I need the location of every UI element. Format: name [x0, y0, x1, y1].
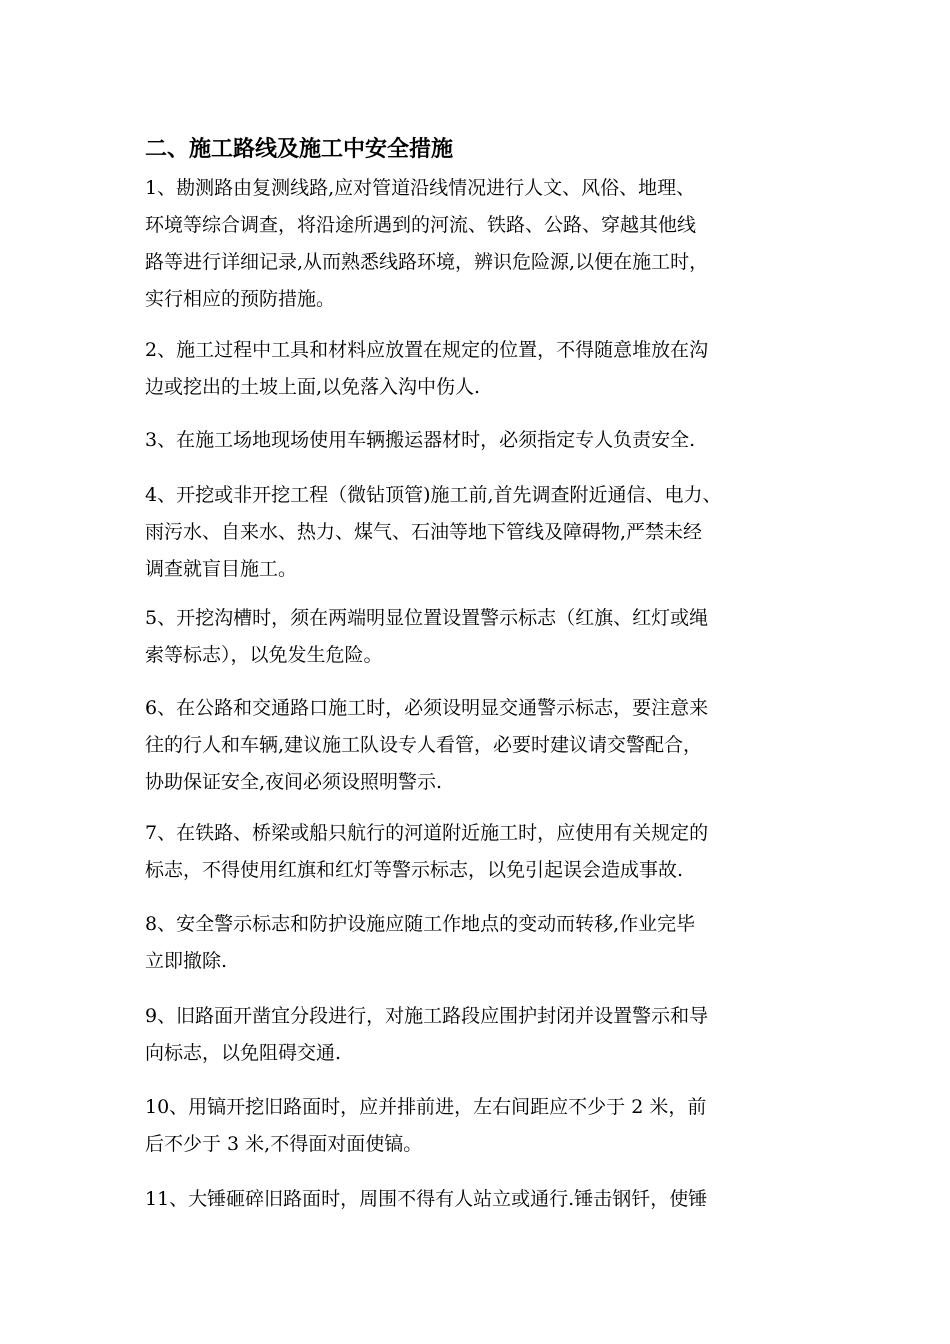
paragraph-line: 11、大锤砸碎旧路面时，周围不得有人站立或通行.锤击钢钎，使锤 [145, 1188, 708, 1210]
paragraph-line: 实行相应的预防措施。 [145, 288, 336, 310]
paragraph-line: 协助保证安全,夜间必须设照明警示. [145, 771, 443, 793]
paragraph-line: 5、开挖沟槽时，须在两端明显位置设置警示标志（红旗、红灯或绳 [145, 607, 709, 629]
paragraph-5 [145, 600, 825, 674]
paragraph-line: 7、在铁路、桥梁或船只航行的河道附近施工时，应使用有关规定的 [145, 822, 709, 844]
paragraph-line: 1、勘测路由复测线路,应对管道沿线情况进行人文、风俗、地理、 [145, 177, 696, 199]
paragraph-line: 后不少于 3 米,不得面对面使镐。 [145, 1133, 423, 1155]
paragraph-line: 往的行人和车辆,建议施工队设专人看管，必要时建议请交警配合， [145, 734, 703, 756]
section-heading: 二、施工路线及施工中安全措施 [145, 137, 454, 162]
paragraph-line: 3、在施工场地现场使用车辆搬运器材时，必须指定专人负责安全. [145, 429, 696, 451]
paragraph-line: 2、施工过程中工具和材料应放置在规定的位置，不得随意堆放在沟 [145, 339, 709, 361]
paragraph-6 [145, 690, 825, 801]
paragraph-line: 环境等综合调查，将沿途所遇到的河流、铁路、公路、穿越其他线 [145, 214, 697, 236]
paragraph-line: 路等进行详细记录,从而熟悉线路环境，辨识危险源,以便在施工时， [145, 251, 709, 273]
paragraph-line: 立即撤除. [145, 950, 228, 972]
paragraph-2 [145, 332, 825, 406]
paragraph-line: 4、开挖或非开挖工程（微钻顶管)施工前,首先调查附近通信、电力、 [145, 484, 722, 506]
paragraph-line: 9、旧路面开凿宜分段进行，对施工路段应围护封闭并设置警示和导 [145, 1005, 709, 1027]
paragraph-7 [145, 815, 825, 889]
paragraph-line: 向标志，以免阻碍交通. [145, 1042, 342, 1064]
paragraph-line: 边或挖出的土坡上面,以免落入沟中伤人. [145, 376, 481, 398]
paragraph-8 [145, 906, 825, 980]
paragraph-line: 6、在公路和交通路口施工时，必须设明显交通警示标志，要注意来 [145, 697, 709, 719]
paragraph-line: 调查就盲目施工。 [145, 558, 298, 580]
paragraph-line: 标志，不得使用红旗和红灯等警示标志，以免引起误会造成事故. [145, 859, 684, 881]
paragraph-line: 8、安全警示标志和防护设施应随工作地点的变动而转移,作业完毕 [145, 913, 696, 935]
paragraph-9 [145, 998, 825, 1072]
paragraph-10 [145, 1089, 825, 1163]
paragraph-line: 雨污水、自来水、热力、煤气、石油等地下管线及障碍物,严禁未经 [145, 521, 703, 543]
paragraph-line: 10、用镐开挖旧路面时，应并排前进，左右间距应不少于 2 米，前 [145, 1096, 707, 1118]
paragraph-line: 索等标志），以免发生危险。 [145, 644, 383, 666]
paragraph-4 [145, 477, 825, 588]
paragraph-11 [145, 1181, 825, 1218]
paragraph-3 [145, 422, 825, 459]
paragraph-1 [145, 170, 825, 318]
